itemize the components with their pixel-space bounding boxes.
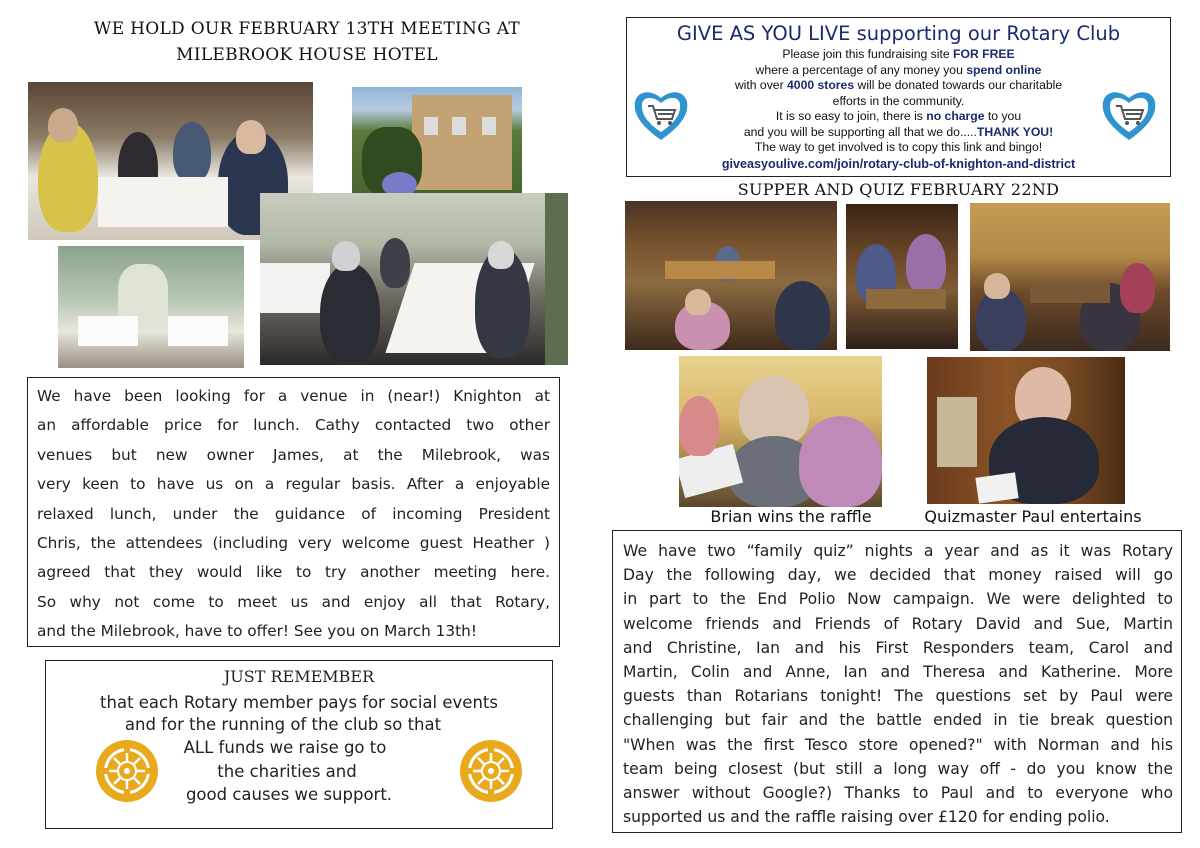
gayl-line: The way to get involved is to copy this link and bingo! xyxy=(754,140,1043,154)
right-article-line: Day the following day, we decided that money raised will go xyxy=(623,566,1173,585)
right-article-line: We have two “family quiz” nights a year and as it was Rotary xyxy=(623,542,1173,560)
right-article-line: in part to the End Polio Now campaign. We were delighted to xyxy=(623,590,1173,609)
gayl-line xyxy=(627,78,1170,94)
gayl-emphasis: spend online xyxy=(966,62,1042,77)
gayl-line xyxy=(627,47,1170,63)
just-remember-title: JUST REMEMBER xyxy=(223,667,375,686)
heart-cart-icon xyxy=(1099,86,1159,144)
just-remember-box xyxy=(45,660,553,829)
left-article-line: agreed that they would like to try another meeting here. xyxy=(37,563,550,582)
right-article-line: answer without Google?) Thanks to Paul and to everyone who xyxy=(623,784,1173,803)
remember-line: and for the running of the club so that xyxy=(124,714,442,734)
right-article-line: supported us and the raffle raising over £120 for ending polio. xyxy=(623,808,1110,827)
left-article-box xyxy=(27,377,560,647)
gayl-link[interactable]: giveasyoulive.com/join/rotary-club-of-knighton-and-district xyxy=(721,156,1076,171)
right-article-box xyxy=(612,530,1182,833)
remember-line: good causes we support. xyxy=(185,785,393,804)
gayl-title: GIVE AS YOU LIVE supporting our Rotary Club xyxy=(676,22,1121,45)
supper-heading: SUPPER AND QUIZ FEBRUARY 22ND xyxy=(737,180,1060,199)
quizmaster-photo xyxy=(927,357,1125,504)
rotary-wheel-icon xyxy=(94,738,160,804)
remember-line: ALL funds we raise go to xyxy=(183,738,387,757)
left-article-line: Chris, the attendees (including very welcome guest Heather ) xyxy=(37,534,550,553)
left-article-line: We have been looking for a venue in (near!) Knighton at xyxy=(37,387,550,405)
supper-group-photo xyxy=(970,203,1170,351)
right-article-line: and Christine, Ian and his First Responders team, Carol and xyxy=(623,638,1173,657)
give-as-you-live-box xyxy=(626,17,1171,177)
left-article-line: venues but new owner James, at the Milebrook, was xyxy=(37,445,550,464)
right-article-text xyxy=(623,539,1173,829)
supper-room-photo xyxy=(625,201,837,350)
dining-room-photo xyxy=(58,246,244,368)
gayl-line: efforts in the community. xyxy=(832,93,965,108)
gayl-text: with over xyxy=(734,78,788,92)
left-article-line: relaxed lunch, under the guidance of incoming President xyxy=(37,504,550,523)
right-article-line: guests than Rotarians tonight! The questions set by Paul were xyxy=(623,687,1173,706)
remember-line: that each Rotary member pays for social events xyxy=(100,693,498,712)
gayl-emphasis: no charge xyxy=(926,109,985,123)
gayl-line xyxy=(627,109,1170,125)
raffle-caption: Brian wins the raffle xyxy=(710,507,872,526)
left-article-line: an affordable price for lunch. Cathy contacted two other xyxy=(37,416,550,435)
gayl-text: It is so easy to join, there is xyxy=(775,109,927,123)
left-heading-line-2: MILEBROOK HOUSE HOTEL xyxy=(176,45,438,65)
gayl-text: where a percentage of any money you xyxy=(755,62,967,77)
left-article-line: and the Milebrook, have to offer! See you on March 13th! xyxy=(37,622,477,641)
right-article-line: "When was the first Tesco store opened?" with Norman and his xyxy=(623,735,1173,754)
gayl-text: Please join this fundraising site xyxy=(782,47,954,61)
left-article-text xyxy=(37,382,550,647)
left-article-line: very keen to have us on a regular basis. After a enjoyable xyxy=(37,475,550,494)
right-article-line: challenging but fair and the battle ended in tie break question xyxy=(623,711,1173,730)
right-article-line: Martin, Colin and Anne, Ian and Theresa and Katherine. More xyxy=(623,663,1173,682)
left-heading-line-1: WE HOLD OUR FEBRUARY 13TH MEETING AT xyxy=(93,19,521,39)
right-article-line: team being closest (but still a long way off - do you know the xyxy=(623,759,1173,778)
raffle-photo xyxy=(679,356,882,507)
supper-table-photo xyxy=(846,204,958,349)
long-table-photo xyxy=(260,193,568,365)
gayl-emphasis: THANK YOU! xyxy=(976,124,1054,139)
gayl-line xyxy=(627,125,1170,141)
gayl-text: to you xyxy=(984,109,1022,123)
rotary-wheel-icon xyxy=(458,738,524,804)
gayl-text: will be donated towards our charitable xyxy=(854,78,1063,92)
right-article-line: welcome friends and Friends of Rotary David and Sue, Martin xyxy=(623,614,1173,633)
heart-cart-icon xyxy=(631,86,691,144)
gayl-emphasis: FOR FREE xyxy=(953,47,1015,61)
remember-line: the charities and xyxy=(217,761,357,781)
gayl-emphasis: 4000 stores xyxy=(787,78,855,92)
gayl-text: and you will be supporting all that we do..... xyxy=(743,124,977,139)
left-heading xyxy=(60,16,554,68)
left-article-line: So why not come to meet us and enjoy all that Rotary, xyxy=(37,592,550,611)
gayl-line xyxy=(627,63,1170,79)
quizmaster-caption: Quizmaster Paul entertains xyxy=(924,507,1142,526)
